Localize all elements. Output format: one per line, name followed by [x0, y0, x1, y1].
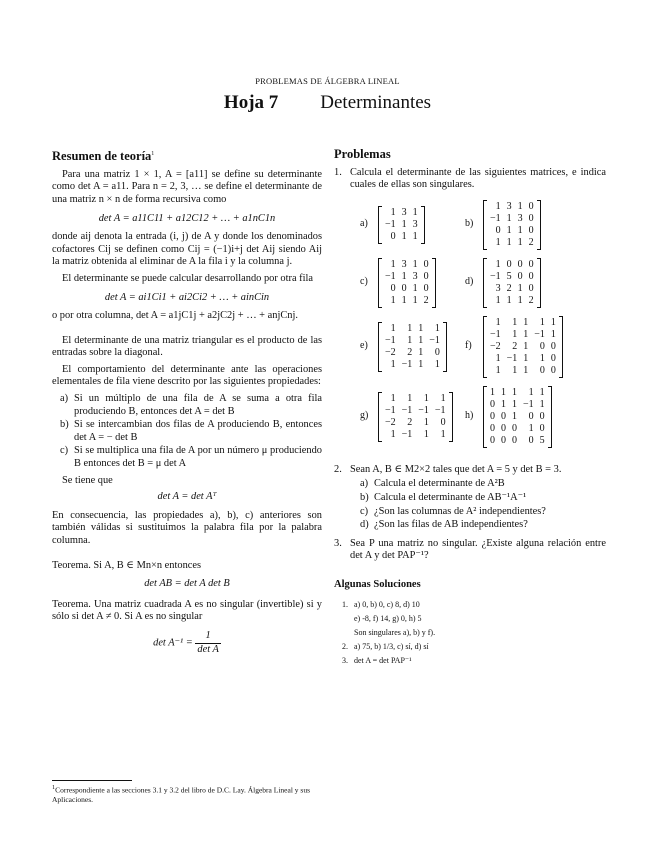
- matrix-entry: 0: [528, 258, 534, 270]
- matrix-entry: 3: [401, 258, 407, 270]
- problem-2-item: c) ¿Son las columnas de A² independientes?: [360, 505, 546, 517]
- theory-p3: El determinante se puede calcular desarrollando por otra fila: [62, 272, 313, 284]
- properties-list: [52, 393, 322, 471]
- matrix-entry: 1: [412, 258, 418, 270]
- matrix-entry: 1: [528, 386, 534, 398]
- matrix-row: [360, 200, 606, 250]
- matrix-entry: 0: [528, 434, 534, 446]
- matrix-entry: 1: [517, 224, 523, 236]
- sheet-topic: Determinantes: [320, 92, 432, 113]
- matrix-entry: −2: [385, 416, 396, 428]
- theory-p6: El comportamiento del determinante ante las operaciones elementales de fila viene descrito por las siguientes propiedades:: [52, 363, 322, 388]
- theory-p7: Se tiene que: [62, 474, 113, 486]
- matrix-entry: −1: [523, 398, 534, 410]
- theory-heading: Resumen de teoría$^1$: [52, 149, 155, 164]
- matrix-entry: 0: [490, 398, 495, 410]
- matrix-entry: 2: [528, 294, 534, 306]
- theory-column: [52, 148, 322, 662]
- matrix-entry: 1: [407, 334, 413, 346]
- matrix-item: [360, 392, 465, 442]
- matrix-entry: 1: [390, 206, 396, 218]
- equation-2: det A = ai1Ci1 + ai2Ci2 + … + ainCin: [104, 291, 270, 303]
- matrix-entry: −1: [385, 218, 396, 230]
- theory-p4: o por otra columna, det A = a1jC1j + a2jC2j + … + anjCnj.: [52, 310, 298, 322]
- matrix-entry: 0: [490, 422, 495, 434]
- matrix-item: [465, 200, 541, 250]
- matrix-entry: −1: [385, 270, 396, 282]
- matrix-entry: 0: [501, 422, 506, 434]
- equation-5: det A⁻¹ = $\frac{1}{\text{det A}}$: [153, 629, 219, 655]
- matrix-entry: 0: [528, 270, 534, 282]
- matrix-entry: 3: [412, 218, 418, 230]
- matrix-entry: −1: [401, 358, 413, 370]
- matrix-entry: 1: [423, 392, 429, 404]
- matrix-entry: 0: [528, 224, 534, 236]
- property-item: b) Si se intercambian dos filas de A produciendo B, entonces det A = − det B: [60, 419, 322, 443]
- matrix-entry: 1: [517, 282, 523, 294]
- matrix-entry: 5: [506, 270, 512, 282]
- matrix-entry: 1: [390, 428, 396, 440]
- sheet-number: Hoja 7: [223, 92, 279, 113]
- matrix-label: a): [360, 218, 368, 230]
- matrix-entry: −2: [385, 346, 396, 358]
- matrix-entry: 1: [512, 316, 518, 328]
- matrix-entry: 1: [434, 322, 440, 334]
- footnote-rule: [52, 780, 132, 781]
- matrix-entry: 1: [495, 316, 501, 328]
- matrix-entry: 1: [512, 410, 517, 422]
- solutions-heading: Algunas Soluciones: [334, 578, 421, 590]
- matrix-row: [360, 316, 606, 378]
- matrix-entry: 1: [539, 352, 545, 364]
- matrix-entry: 0: [434, 346, 440, 358]
- matrix-entry: 1: [401, 218, 407, 230]
- matrix-entry: 1: [407, 392, 413, 404]
- theory-p8: En consecuencia, las propiedades a), b), c) anteriores son también válidas si sustituimos la palabra fila por la palabra columna.: [52, 509, 322, 546]
- matrix-entry: 0: [495, 224, 501, 236]
- matrix: [378, 322, 447, 372]
- problem-2-list: [350, 478, 606, 531]
- matrix-entry: 5: [539, 434, 545, 446]
- problems-column: [334, 148, 606, 668]
- matrix-entry: 1: [523, 316, 529, 328]
- matrix-entry: 1: [423, 428, 429, 440]
- matrix-entry: 0: [390, 282, 396, 294]
- equation-3: det A = det Aᵀ: [157, 491, 217, 503]
- matrix-entry: 1: [501, 398, 506, 410]
- matrix-entry: 2: [512, 340, 518, 352]
- matrix-item: [465, 258, 541, 308]
- matrix-entry: 1: [495, 258, 501, 270]
- document-subtitle: PROBLEMAS DE ÁLGEBRA LINEAL: [255, 76, 400, 86]
- matrix-entry: −1: [385, 404, 396, 416]
- footnote-mark: 1: [52, 784, 56, 791]
- matrix-entry: 1: [512, 364, 518, 376]
- problem-2: 2. Sean A, B ∈ M2×2 tales que det A = 5 y det B = 3. a) Calcula el determinante de A²B b) Calcula el determinante de AB⁻¹A⁻¹ c) ¿Son las columnas de A² independientes? d) ¿Son las filas de AB independientes?: [334, 464, 606, 532]
- matrix-entry: 1: [523, 364, 529, 376]
- matrix-entry: 0: [539, 364, 545, 376]
- matrix-entry: 0: [423, 270, 429, 282]
- matrix-entry: 1: [512, 328, 518, 340]
- matrix-label: g): [360, 410, 369, 422]
- matrix-entry: 1: [539, 398, 545, 410]
- matrix-entry: 1: [512, 386, 517, 398]
- matrix-entry: 2: [528, 236, 534, 248]
- matrix-entry: 1: [390, 392, 396, 404]
- matrix-entry: 3: [506, 200, 512, 212]
- matrix-entry: 1: [440, 428, 446, 440]
- matrix-entry: 1: [412, 294, 418, 306]
- matrix-entry: 1: [501, 386, 506, 398]
- solution-line: Son singulares a), b) y f).: [354, 627, 436, 637]
- matrix-entry: 0: [528, 410, 534, 422]
- matrix-entry: 1: [490, 386, 495, 398]
- matrix: [378, 258, 436, 308]
- matrix-entry: 1: [418, 322, 424, 334]
- matrix-label: e): [360, 340, 368, 352]
- matrix-entry: 1: [495, 294, 501, 306]
- matrix-entry: 1: [523, 352, 529, 364]
- matrix-entry: 1: [418, 334, 424, 346]
- matrix-entry: 0: [539, 340, 545, 352]
- matrix-entry: 0: [528, 282, 534, 294]
- matrix-label: c): [360, 276, 368, 288]
- matrix-entry: 0: [501, 434, 506, 446]
- matrix-entry: 1: [506, 212, 512, 224]
- matrix: [483, 386, 552, 448]
- solution-line: 2. a) 75, b) 1/3, c) sí, d) sí: [342, 641, 429, 651]
- matrix-entry: −1: [490, 270, 501, 282]
- matrix-entry: 0: [506, 258, 512, 270]
- matrix-entry: 0: [528, 212, 534, 224]
- matrix-entry: 0: [550, 340, 556, 352]
- matrix-entry: 1: [401, 294, 407, 306]
- matrix-entry: 1: [539, 386, 545, 398]
- matrix-label: f): [465, 340, 472, 352]
- solutions-list: [334, 598, 606, 668]
- matrix-entry: 2: [407, 416, 413, 428]
- matrix-entry: 1: [506, 294, 512, 306]
- matrix-entry: 1: [495, 364, 501, 376]
- matrix-entry: 1: [418, 358, 424, 370]
- matrix-entry: 0: [512, 422, 517, 434]
- matrix-item: [360, 258, 465, 308]
- matrix-entry: −1: [401, 404, 413, 416]
- matrix-entry: −1: [429, 334, 440, 346]
- matrix-entry: 1: [495, 352, 501, 364]
- matrix-entry: 1: [423, 416, 429, 428]
- matrix-entry: 1: [528, 422, 534, 434]
- matrix-entry: 1: [412, 206, 418, 218]
- matrix-entry: 0: [501, 410, 506, 422]
- matrix-entry: 1: [418, 346, 424, 358]
- theory-p5: El determinante de una matriz triangular es el producto de las entradas sobre la diagonal.: [52, 334, 322, 359]
- footnote: [52, 780, 327, 804]
- property-item: a) Si un múltiplo de una fila de A se suma a otra fila produciendo B, entonces det A = det B: [60, 393, 322, 417]
- matrix-entry: 1: [412, 230, 418, 242]
- matrix-entry: 3: [495, 282, 501, 294]
- matrix-entry: 0: [423, 258, 429, 270]
- matrix-entry: 0: [490, 410, 495, 422]
- matrix-entry: −1: [434, 404, 446, 416]
- matrix: [483, 258, 541, 308]
- matrix-entry: 1: [495, 200, 501, 212]
- matrix-entry: 0: [517, 270, 523, 282]
- matrix-entry: −1: [401, 428, 413, 440]
- matrix-entry: 1: [506, 236, 512, 248]
- matrix-entry: 0: [528, 200, 534, 212]
- matrix-entry: 0: [539, 422, 545, 434]
- matrix-entry: 1: [495, 236, 501, 248]
- matrix-entry: 0: [440, 416, 446, 428]
- matrix-entry: −1: [418, 404, 429, 416]
- problem-2-item: d) ¿Son las filas de AB independientes?: [360, 519, 528, 531]
- footnote-ref: 1: [151, 151, 155, 157]
- matrix-item: [360, 206, 465, 244]
- solution-line: 1. a) 0, b) 0, c) 8, d) 10: [342, 599, 420, 609]
- matrix: [483, 316, 563, 378]
- matrix-entry: 1: [434, 358, 440, 370]
- matrix-entry: 1: [390, 322, 396, 334]
- matrix-entry: 1: [539, 316, 545, 328]
- matrix-entry: 0: [401, 282, 407, 294]
- matrix-entry: 1: [506, 224, 512, 236]
- matrix-entry: 1: [523, 328, 529, 340]
- problem-2-item: a) Calcula el determinante de A²B: [360, 478, 505, 490]
- matrix-entry: −1: [385, 334, 396, 346]
- matrix-label: b): [465, 218, 474, 230]
- matrix-label: d): [465, 276, 474, 288]
- theorem-2: Teorema. Una matriz cuadrada A es no singular (invertible) si y sólo si det A ≠ 0. Si A es no singular: [52, 598, 322, 623]
- matrix-entry: 1: [512, 398, 517, 410]
- matrix-entry: 0: [423, 282, 429, 294]
- matrix-entry: −1: [490, 212, 501, 224]
- matrix-entry: 3: [517, 212, 523, 224]
- matrix-entry: 1: [440, 392, 446, 404]
- matrix-entry: 1: [390, 258, 396, 270]
- page-title: [0, 92, 655, 114]
- matrix-entry: 0: [550, 364, 556, 376]
- matrix-entry: −1: [506, 352, 518, 364]
- footnote-text: Correspondiente a las secciones 3.1 y 3.2 del libro de D.C. Lay. Álgebra Lineal y sus Aplicaciones.: [52, 785, 310, 804]
- matrix-entry: 1: [517, 200, 523, 212]
- matrix-item: [360, 322, 465, 372]
- problem-1: 1. Calcula el determinante de las siguientes matrices, e indica cuales de ellas son singulares.: [334, 166, 606, 191]
- matrix-entry: 0: [517, 258, 523, 270]
- matrix-entry: −2: [490, 340, 501, 352]
- problem-2-item: b) Calcula el determinante de AB⁻¹A⁻¹: [360, 491, 527, 503]
- matrix-entry: 1: [407, 322, 413, 334]
- matrix-entry: 0: [539, 410, 545, 422]
- problems-heading: Problemas: [334, 147, 391, 161]
- theorem-1: Teorema. Si A, B ∈ Mn×n entonces: [52, 559, 202, 571]
- matrix-label: h): [465, 410, 474, 422]
- property-item: c) Si se multiplica una fila de A por un número μ produciendo B entonces det B = μ det A: [60, 445, 322, 470]
- matrix-item: [465, 316, 563, 378]
- matrix-entry: 1: [412, 282, 418, 294]
- matrix-entry: 3: [401, 206, 407, 218]
- solution-line: 3. det A = det PAP⁻¹: [342, 655, 412, 665]
- matrix-entry: 0: [390, 230, 396, 242]
- matrix-entry: −1: [490, 328, 501, 340]
- matrix-entry: 1: [517, 236, 523, 248]
- matrix-entry: −1: [534, 328, 545, 340]
- matrix: [378, 206, 425, 244]
- theory-p1: Para una matriz 1 × 1, A = [a11] se define su determinante como det A = a11. Para n = 2, 3, … se define el determinante de una matriz n × n de forma recursiva como: [52, 168, 322, 205]
- matrix-row: [360, 386, 606, 448]
- matrix: [378, 392, 453, 442]
- matrix-entry: 1: [390, 294, 396, 306]
- matrix-entry: 0: [550, 352, 556, 364]
- matrix-entry: 3: [412, 270, 418, 282]
- matrix-entry: 1: [401, 270, 407, 282]
- matrix-entry: 2: [407, 346, 413, 358]
- matrix-row: [360, 258, 606, 308]
- matrix-entry: 1: [550, 328, 556, 340]
- matrix-entry: 2: [506, 282, 512, 294]
- matrix-entry: 1: [523, 340, 529, 352]
- solution-line: e) -8, f) 14, g) 0, h) 5: [354, 613, 422, 623]
- matrix-grid: [334, 200, 606, 448]
- matrix: [483, 200, 541, 250]
- theory-p2: donde aij denota la entrada (i, j) de A y donde los denominados cofactores Cij se definen como Cij = (−1)i+j det Aij siendo Aij la matriz obtenida al eliminar de A la fila i y la columna j.: [52, 231, 322, 268]
- matrix-entry: 1: [390, 358, 396, 370]
- matrix-item: [465, 386, 552, 448]
- matrix-entry: 1: [550, 316, 556, 328]
- matrix-entry: 2: [423, 294, 429, 306]
- equation-1: det A = a11C11 + a12C12 + … + a1nC1n: [98, 212, 276, 224]
- matrix-entry: 1: [517, 294, 523, 306]
- problem-3: 3. Sea P una matriz no singular. ¿Existe alguna relación entre det A y det PAP⁻¹?: [334, 537, 606, 562]
- matrix-entry: 1: [401, 230, 407, 242]
- matrix-entry: 0: [512, 434, 517, 446]
- equation-4: det AB = det A det B: [144, 578, 230, 590]
- matrix-entry: 0: [490, 434, 495, 446]
